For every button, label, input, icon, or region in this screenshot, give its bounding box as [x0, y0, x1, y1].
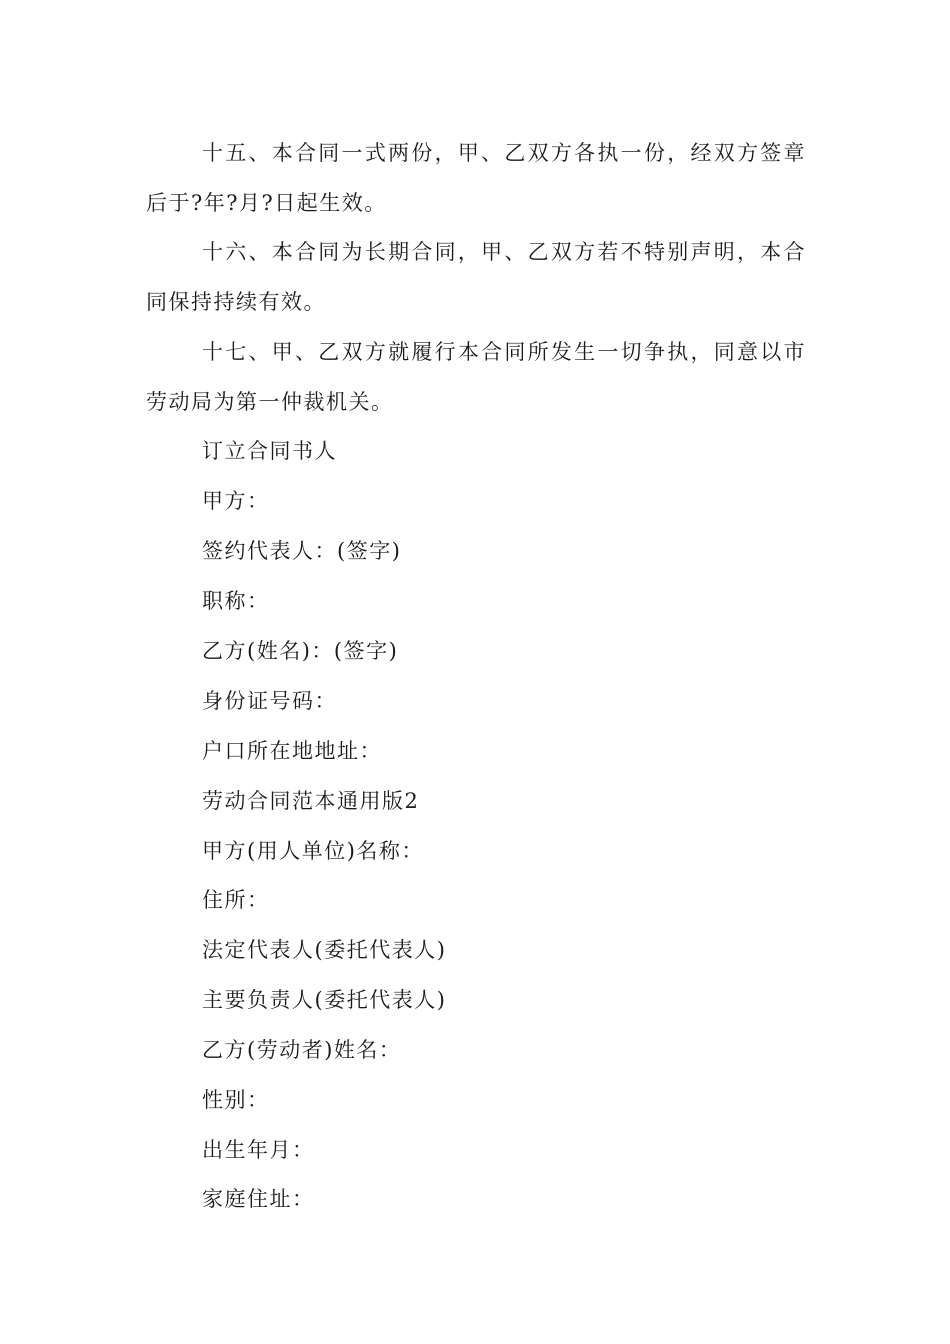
clause-16: 十六、本合同为长期合同，甲、乙双方若不特别声明，本合同保持持续有效。: [146, 240, 806, 314]
clause-15: 十五、本合同一式两份，甲、乙双方各执一份，经双方签章后于?年?月?日起生效。: [146, 141, 806, 215]
employer-name-label: 甲方(用人单位)名称：: [202, 839, 424, 863]
signing-representative-label: 签约代表人：(签字): [202, 539, 402, 563]
party-b-name-label: 乙方(姓名)：(签字): [202, 639, 399, 663]
legal-representative-label: 法定代表人(委托代表人): [202, 938, 447, 962]
job-title-label: 职称：: [202, 589, 270, 613]
contract-template-heading: 劳动合同范本通用版2: [202, 789, 420, 813]
clause-17: 十七、甲、乙双方就履行本合同所发生一切争执，同意以市劳动局为第一仲裁机关。: [146, 340, 806, 414]
residence-label: 住所：: [202, 888, 270, 912]
home-address-label: 家庭住址：: [202, 1187, 315, 1211]
worker-name-label: 乙方(劳动者)姓名：: [202, 1038, 402, 1062]
principal-person-label: 主要负责人(委托代表人): [202, 988, 447, 1012]
birth-date-label: 出生年月：: [202, 1138, 315, 1162]
party-a-label: 甲方：: [202, 489, 270, 513]
signatories-heading: 订立合同书人: [202, 439, 337, 463]
gender-label: 性别：: [202, 1088, 270, 1112]
id-number-label: 身份证号码：: [202, 689, 337, 713]
household-address-label: 户口所在地地址：: [202, 739, 382, 763]
